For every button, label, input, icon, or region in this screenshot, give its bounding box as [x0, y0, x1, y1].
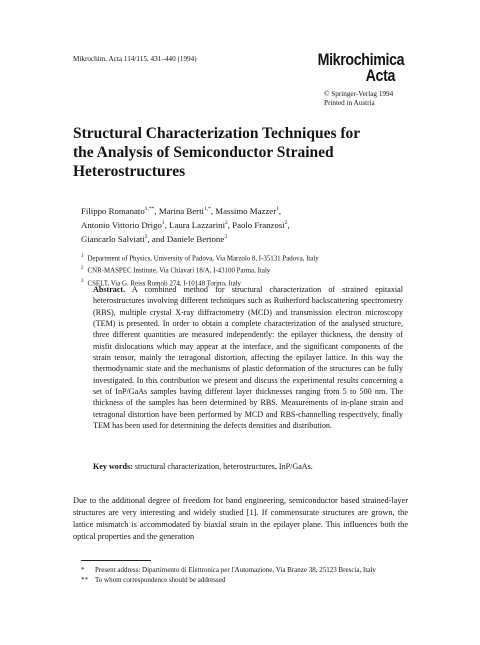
copyright-line: © Springer-Verlag 1994 — [324, 90, 394, 98]
author-separator: , — [210, 205, 216, 216]
author-separator: , and — [147, 234, 167, 245]
abstract-text: A combined method for structural characterization of strained epitaxial heterostructures involving different techniques such as Rutherford backscattering spectrometry (RBS), multiple crystal X-ray diffractometry (MCD) and transmission electron microscopy (TEM) is presented. In order to obtain a complete characterization of the analysed structure, three different quantities are measured independently: the epilayer thickness, the density of misfit dislocations which may appear at the interface, and the significant components of the strain tensor, mainly the tetragonal distortion, affecting the epilayer lattice. In this way the thermodynamic state and the mechanisms of plastic deformation of the structures can be fully investigated. In this contribution we present and discuss the experimental results concerning a set of InP/GaAs samples having different layer thicknesses ranging from 5 to 500 nm. The thickness of the samples has been determined by RBS. Measurements of in-plane strain and tetragonal distortion have been performed by MCD and RBS-channelling respectively, finally TEM has been used for determining the defects densities and distribution. — [93, 285, 404, 431]
author-affiliation-mark: 2 — [284, 220, 288, 227]
affiliation-text: Department of Physics, University of Padova, Via Marzolo 8, I-35131 Padova, Italy — [87, 255, 319, 263]
paper-title: Structural Characterization Techniques for the Analysis of Semiconductor Strained Heterostructures — [73, 125, 360, 180]
author-affiliation-mark: 2 — [225, 220, 228, 227]
affiliation-mark: 3 — [81, 278, 84, 284]
author-list — [81, 203, 401, 245]
logo-line-1: Mikrochimica — [317, 51, 405, 69]
author-name: Marina Berti — [158, 205, 205, 216]
footnote-item — [81, 565, 411, 575]
footnote-list — [81, 565, 411, 585]
author-separator: , — [278, 205, 282, 216]
affiliation-item — [81, 252, 421, 264]
author-affiliation-mark: 1,** — [144, 206, 155, 212]
footnote-rule — [81, 560, 151, 561]
footnote-mark: * — [81, 566, 85, 574]
author-affiliation-mark: 1,* — [204, 206, 211, 212]
body-paragraph: Due to the additional degree of freedom for band engineering, semiconductor based strained-layer structures are very interesting and widely studied [1]. If commensurate structures are grown, the lattice mismatch is accommodated by biaxial strain in the epilayer plane. This influences both the optical properties and the generation — [73, 496, 408, 541]
affiliation-mark: 1 — [81, 254, 84, 259]
affiliation-text: CNR-MASPEC Institute, Via Chiavari 18/A, I-43100 Parma, Italy — [87, 267, 271, 275]
author-name: Massimo Mazzer — [215, 205, 277, 216]
journal-logo — [317, 51, 405, 85]
author-separator: , — [154, 205, 159, 216]
author-separator: , — [164, 220, 170, 231]
affiliation-mark: 2 — [81, 266, 84, 272]
author-affiliation-mark: 3 — [224, 234, 227, 241]
author-name: Laura Lazzarini — [169, 220, 226, 231]
author-affiliation-mark: 2 — [144, 234, 148, 241]
keywords — [93, 462, 403, 471]
author-name: Filippo Romanato — [81, 205, 145, 216]
copyright-block — [324, 90, 393, 108]
author-affiliation-mark: 1 — [161, 220, 165, 227]
logo-line-2: Acta — [365, 67, 395, 85]
author-separator: , — [227, 220, 233, 231]
author-name: Daniele Bertone — [166, 234, 225, 245]
footnote-text: To whom correspondence should be addressed — [95, 576, 226, 584]
keywords-label: Key words: — [93, 462, 133, 471]
author-name: Giancarlo Salviati — [81, 234, 145, 245]
affiliation-item — [81, 264, 421, 276]
author-name: Paolo Franzosi — [232, 220, 285, 231]
journal-reference: Mikrochim. Acta 114/115, 431–440 (1994) — [73, 55, 197, 63]
keywords-text: structural characterization, heterostructures, InP/GaAs. — [134, 462, 313, 471]
printed-line: Printed in Austria — [324, 99, 375, 107]
abstract — [93, 284, 403, 431]
affiliation-text: CSELT, Via G. Reiss Romoli 274, I-10148 Torino, Italy — [87, 279, 242, 287]
author-affiliation-mark: 1 — [276, 206, 279, 212]
author-separator: , — [287, 220, 290, 231]
footnote-item — [81, 575, 411, 585]
abstract-label: Abstract. — [93, 285, 126, 294]
footnote-text: Present address: Dipartimento di Elettronica per l'Automazione, Via Branze 38, 25123 Brescia, Italy — [95, 566, 376, 574]
author-name: Antonio Vittorio Drigo — [81, 220, 162, 231]
footnote-mark: ** — [81, 576, 88, 584]
